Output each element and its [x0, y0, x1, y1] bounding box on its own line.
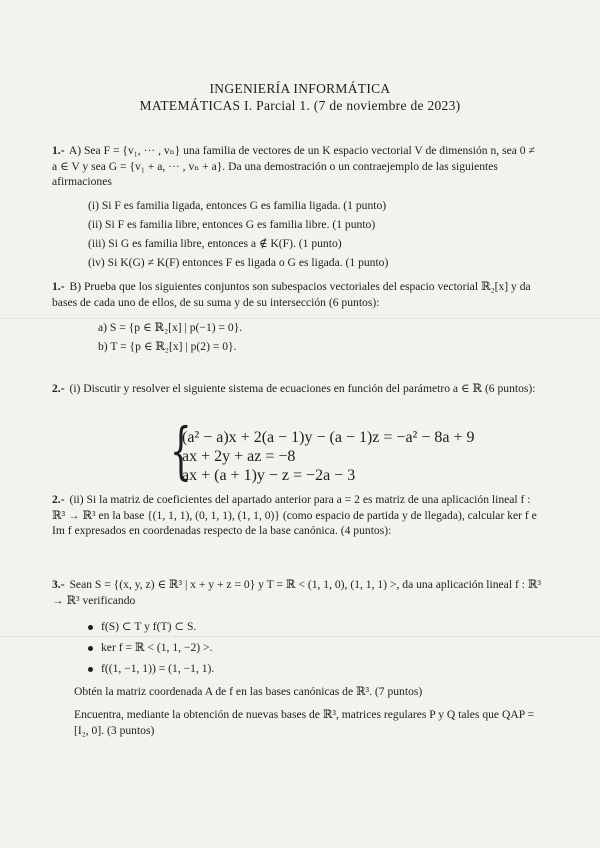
system-brace: {: [170, 414, 192, 487]
condition-list: [88, 616, 214, 679]
subset-definition: a) S = {p ∈ ℝ₂[x] | p(−1) = 0}.: [98, 321, 243, 334]
question-1b: [52, 279, 542, 310]
question-text: A) Sea F = {v₁, ··· , vₙ} una familia de vectores de un K espacio vectorial V de dimensión n, sea 0 ≠ a ∈ V y sea G = {v₁ + a, ··· , vₙ + a}. Da una demostración o un contraejemplo de las siguientes afirmaciones: [52, 144, 535, 189]
paper-fold: [0, 318, 600, 319]
equation-2: ax + 2y + az = −8: [182, 448, 296, 465]
question-1a-items: [88, 196, 388, 272]
bullet-icon: [88, 646, 93, 651]
question-text: (ii) Si la matriz de coeficientes del apartado anterior para a = 2 es matriz de una aplicación lineal f : ℝ³ → ℝ³ en la base {(1, 1, 1), (0, 1, 1), (1, 1, 0)} (como espacio de partida y de llegada), calcular ker f e Im f expresados en coordenadas respecto de la base canónica. (4 puntos):: [52, 493, 537, 538]
question-number: 2.-: [52, 382, 65, 395]
question-1b-items: [98, 318, 242, 356]
question-2ii: [52, 492, 542, 539]
statement-item: (i) Si F es familia ligada, entonces G es familia ligada. (1 punto): [88, 199, 387, 212]
subset-definition: b) T = {p ∈ ℝ₂[x] | p(2) = 0}.: [98, 340, 237, 353]
bullet-icon: [88, 667, 93, 672]
question-text: Sean S = {(x, y, z) ∈ ℝ³ | x + y + z = 0} y T = ℝ < (1, 1, 0), (1, 1, 1) >, da una aplicación lineal f : ℝ³ → ℝ³ verificando: [52, 578, 541, 607]
statement-item: (iii) Si G es familia libre, entonces a ∉ K(F). (1 punto): [88, 237, 342, 250]
question-number: 1.-: [52, 280, 65, 293]
condition-item: ker f = ℝ < (1, 1, −2) >.: [88, 637, 214, 658]
statement-item: (iv) Si K(G) ≠ K(F) entonces F es ligada o G es ligada. (1 punto): [88, 256, 389, 269]
statement-item: (ii) Si F es familia libre, entonces G es familia libre. (1 punto): [88, 218, 376, 231]
exam-title: MATEMÁTICAS I. Parcial 1. (7 de noviembre de 2023): [139, 98, 461, 113]
question-text: (i) Discutir y resolver el siguiente sistema de ecuaciones en función del parámetro a ∈ ℝ (6 puntos):: [69, 382, 536, 395]
exam-header: [0, 80, 600, 114]
equation-3: ax + (a + 1)y − z = −2a − 3: [182, 467, 356, 484]
question-text: B) Prueba que los siguientes conjuntos son subespacios vectoriales del espacio vectorial ℝ₂[x] y da bases de cada uno de ellos, de su suma y de su intersección (6 puntos):: [52, 280, 531, 309]
bullet-icon: [88, 625, 93, 630]
degree-title: INGENIERÍA INFORMÁTICA: [209, 81, 391, 96]
condition-item: f((1, −1, 1)) = (1, −1, 1).: [88, 658, 214, 679]
question-1a: [52, 143, 542, 190]
equation-1: (a² − a)x + 2(a − 1)y − (a − 1)z = −a² − 8a + 9: [182, 429, 475, 446]
question-number: 3.-: [52, 578, 65, 591]
question-3: [52, 577, 542, 608]
question-number: 2.-: [52, 493, 65, 506]
condition-item: f(S) ⊂ T y f(T) ⊂ S.: [88, 616, 214, 637]
question-number: 1.-: [52, 144, 65, 157]
question-2i: [52, 381, 542, 397]
question-3-part-b: Encuentra, mediante la obtención de nuevas bases de ℝ³, matrices regulares P y Q tales que QAP = [I₂, 0]. (3 puntos): [74, 708, 535, 737]
question-3-part-a: Obtén la matriz coordenada A de f en las bases canónicas de ℝ³. (7 puntos): [74, 685, 423, 698]
